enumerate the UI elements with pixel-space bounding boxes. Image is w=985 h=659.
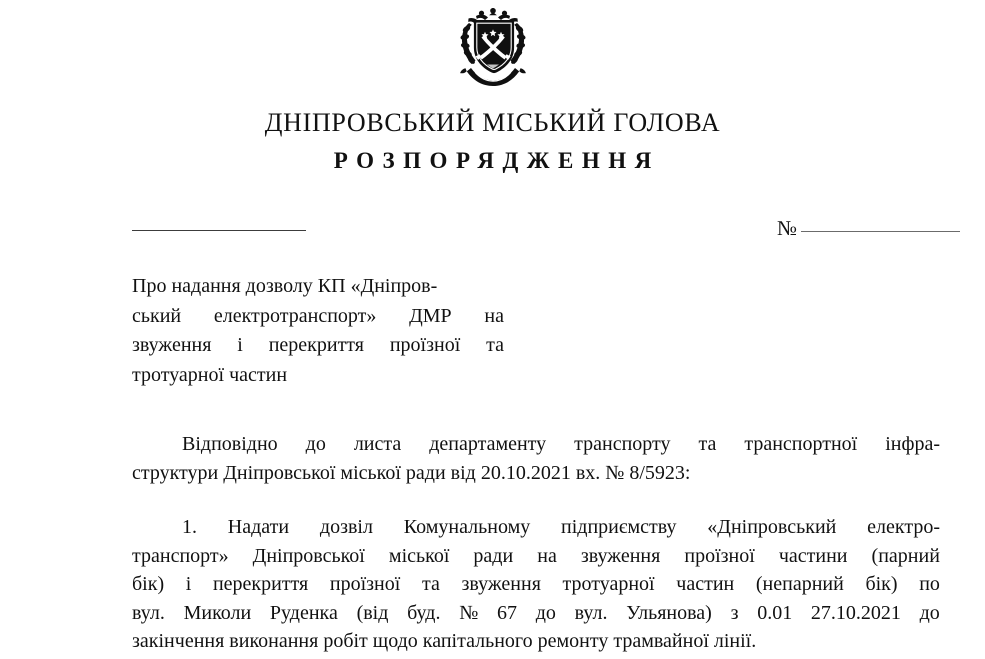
- body-word: з: [730, 601, 739, 624]
- body-word: вул.: [574, 601, 608, 624]
- body-word: підприємству: [561, 516, 677, 538]
- body-word: до: [305, 433, 326, 455]
- paragraph-item-1: [132, 513, 940, 656]
- body-word: Руденка: [269, 601, 338, 624]
- body-word: частини: [778, 544, 848, 567]
- body-word: (від: [356, 601, 389, 624]
- subject-line: [132, 331, 504, 361]
- body-word: звуження: [461, 573, 541, 595]
- date-blank-rule: [132, 230, 306, 231]
- body-line: [132, 599, 940, 628]
- subject-word: і: [237, 334, 243, 356]
- body-word: до: [535, 601, 556, 624]
- body-word: інфра-: [885, 433, 940, 455]
- subject-line: [132, 302, 504, 332]
- body-word: Ульянова): [626, 601, 712, 624]
- body-line: [132, 513, 940, 542]
- body-word: Надати: [227, 516, 290, 538]
- body-word: до: [919, 601, 940, 624]
- subject-word: проїзної: [389, 334, 461, 356]
- body-word: транспорту: [574, 433, 671, 455]
- body-word: 27.10.2021: [810, 601, 901, 624]
- subject-line: Про надання дозволу КП «Дніпров-: [132, 275, 438, 297]
- body-line: структури Дніпровської міської ради від 20.10.2021 вх. № 8/5923:: [132, 461, 691, 484]
- body-word: ради: [473, 544, 514, 567]
- body-word: №: [459, 601, 479, 624]
- body-word: листа: [353, 433, 402, 455]
- body-word: департаменту: [429, 433, 547, 455]
- body-word: бік): [865, 573, 898, 595]
- body-line: [132, 570, 940, 599]
- body-word: (парний: [871, 544, 940, 567]
- body-word: звуження: [580, 544, 661, 567]
- paragraph-intro: [132, 430, 940, 487]
- body-word: транспорт»: [132, 544, 229, 567]
- body-word: 67: [497, 601, 517, 624]
- document-title-type: РОЗПОРЯДЖЕННЯ: [333, 148, 660, 173]
- body-word: частин: [676, 573, 735, 595]
- body-word: (непарний: [755, 573, 844, 595]
- subject-word: на: [484, 304, 504, 327]
- number-group: [777, 214, 960, 238]
- body-word: перекриття: [212, 573, 309, 595]
- body-word: бік): [132, 573, 165, 595]
- body-word: електро-: [867, 516, 940, 538]
- body-word: міської: [388, 544, 450, 567]
- body-word: буд.: [407, 601, 441, 624]
- subject-word: та: [486, 334, 504, 356]
- subject-word: електротранспорт»: [213, 304, 377, 327]
- body-word: тротуарної: [562, 573, 655, 595]
- body-word: 0.01: [757, 601, 793, 624]
- subject-word: перекриття: [268, 334, 364, 356]
- document-title-main: ДНІПРОВСЬКИЙ МІСЬКИЙ ГОЛОВА: [264, 108, 721, 137]
- body-word: проїзної: [329, 573, 401, 595]
- body-word: та: [698, 433, 717, 455]
- body-word: Миколи: [183, 601, 252, 624]
- subject-word: звуження: [132, 334, 212, 356]
- body-line: [132, 542, 940, 571]
- body-word: та: [421, 573, 440, 595]
- body-line: [132, 430, 940, 459]
- document-meta-row: [0, 214, 985, 242]
- list-number: 1.: [182, 516, 197, 538]
- body-line: закінчення виконання робіт щодо капітального ремонту трамвайної лінії.: [132, 630, 757, 652]
- subject-word: ДМР: [409, 304, 452, 327]
- subject-word: ський: [132, 304, 182, 327]
- body-word: по: [919, 573, 940, 595]
- subject-line: тротуарної частин: [132, 363, 288, 386]
- body-word: вул.: [132, 601, 165, 624]
- body-word: Відповідно: [182, 433, 278, 455]
- numero-sign-icon: №: [777, 216, 798, 240]
- body-word: на: [537, 544, 557, 567]
- body-word: проїзної: [684, 544, 755, 567]
- emblem-container: [0, 6, 985, 95]
- body-word: «Дніпровський: [707, 516, 837, 538]
- dnipro-coat-of-arms-icon: [456, 6, 530, 90]
- body-word: Комунальному: [403, 516, 531, 538]
- body-word: Дніпровської: [252, 544, 365, 567]
- body-word: транспортної: [744, 433, 858, 455]
- body-word: дозвіл: [319, 516, 373, 538]
- number-blank-rule: [801, 231, 960, 232]
- body-word: і: [185, 573, 192, 595]
- subject-block: [132, 272, 504, 390]
